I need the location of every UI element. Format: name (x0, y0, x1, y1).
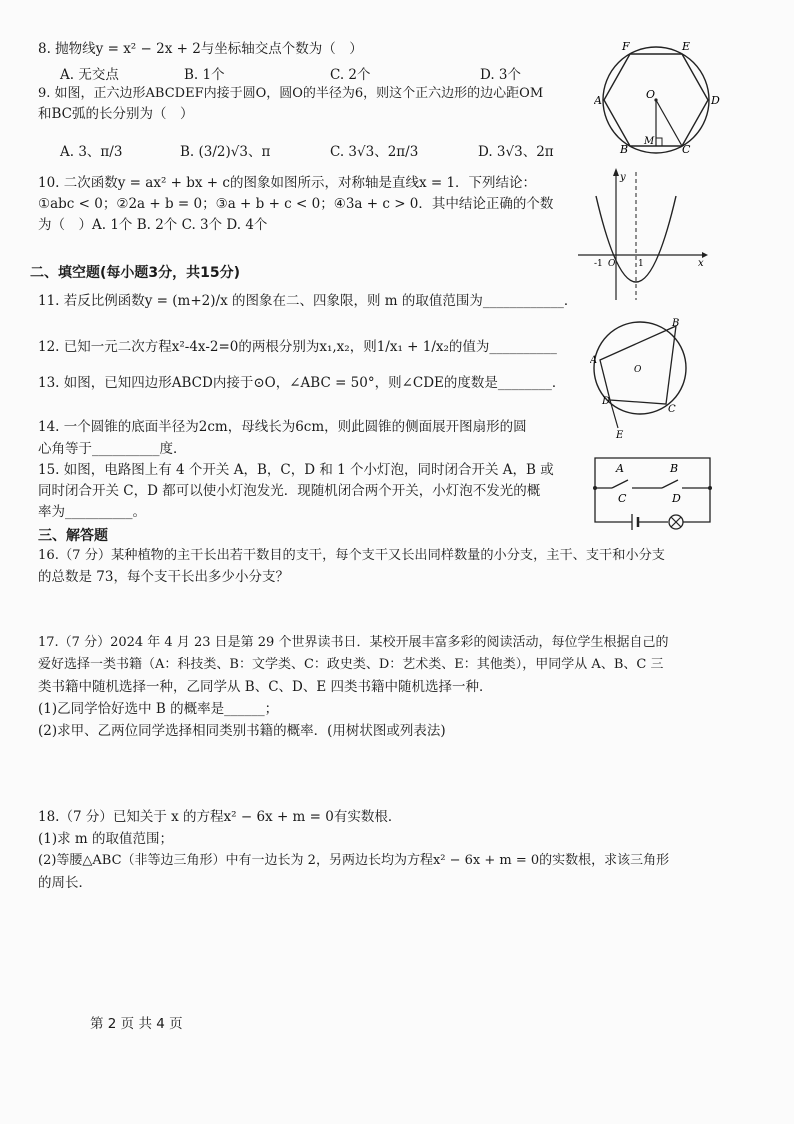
quad-label-c: C (668, 404, 676, 415)
hex-label-m: M (644, 136, 655, 147)
quad-label-a: A (590, 355, 598, 366)
q8-stem: 8. 抛物线y = x² − 2x + 2与坐标轴交点个数为（ ） (38, 41, 363, 57)
q8-option-c: C. 2个 (330, 67, 371, 83)
q13: 13. 如图，已知四边形ABCD内接于⊙O，∠ABC = 50°，则∠CDE的度数是________． (38, 375, 566, 391)
q18-line3: (2)等腰△ABC（非等边三角形）中有一边长为 2，另两边长均为方程x² − 6x + m = 0的实数根，求该三角形 (38, 853, 670, 868)
hexagon-figure (594, 40, 724, 155)
quad-label-d: D (602, 396, 611, 407)
q11: 11. 若反比例函数y = (m+2)/x 的图象在二、四象限，则 m 的取值范围为____________． (38, 293, 578, 309)
q10-line1: 10. 二次函数y = ax² + bx + c的图象如图所示，对称轴是直线x = 1．下列结论： (38, 175, 537, 191)
q12: 12. 已知一元二次方程x²-4x-2=0的两根分别为x₁,x₂，则1/x₁ + 1/x₂的值为__________ (38, 339, 557, 355)
q8-option-b: B. 1个 (184, 67, 225, 83)
q17-line3: 类书籍中随机选择一种，乙同学从 B、C、D、E 四类书籍中随机选择一种． (38, 679, 493, 695)
hex-label-o: O (646, 88, 656, 101)
q15-line2: 同时闭合开关 C，D 都可以使小灯泡发光．现随机闭合两个开关，小灯泡不发光的概 (38, 483, 541, 499)
hex-label-a: A (594, 94, 602, 107)
parabola-label-o: O (608, 259, 616, 269)
q18-line4: 的周长． (38, 875, 92, 891)
hex-label-f: F (622, 40, 630, 53)
q17-line5: (2)求甲、乙两位同学选择相同类别书籍的概率．(用树状图或列表法) (38, 723, 446, 739)
quad-label-o: O (634, 365, 642, 375)
hex-label-c: C (682, 143, 691, 155)
cyclic-quad-figure (590, 316, 700, 441)
section3-heading: 三、解答题 (38, 528, 108, 544)
circuit-label-c: C (618, 492, 627, 505)
hex-label-b: B (620, 143, 629, 155)
q14-line1: 14. 一个圆锥的底面半径为2cm，母线长为6cm，则此圆锥的侧面展开图扇形的圆 (38, 419, 527, 435)
hex-label-d: D (711, 94, 720, 107)
q9-line1: 9. 如图，正六边形ABCDEF内接于圆O，圆O的半径为6，则这个正六边形的边心距OM (38, 86, 544, 101)
q16-line1: 16.（7 分）某种植物的主干长出若干数目的支干，每个支干又长出同样数量的小分支，主干、支干和小分支 (38, 548, 665, 563)
q16-line2: 的总数是 73，每个支干长出多少小分支？ (38, 569, 289, 585)
q14-line2: 心角等于__________度． (38, 441, 187, 457)
q18-line2: (1)求 m 的取值范围； (38, 831, 174, 847)
q8-option-d: D. 3个 (480, 67, 522, 83)
q15-line1: 15. 如图，电路图上有 4 个开关 A，B，C，D 和 1 个小灯泡，同时闭合开关 A，B 或 (38, 462, 554, 478)
circuit-label-b: B (670, 462, 679, 475)
q17-line4: (1)乙同学恰好选中 B 的概率是______； (38, 701, 279, 717)
q8-option-a: A. 无交点 (60, 67, 119, 83)
circuit-label-a: A (616, 462, 624, 475)
quad-label-b: B (672, 318, 680, 329)
q9-option-a: A. 3、π/3 (60, 144, 123, 160)
q17-line1: 17.（7 分）2024 年 4 月 23 日是第 29 个世界读书日．某校开展丰富多彩的阅读活动，每位学生根据自己的 (38, 635, 669, 650)
parabola-label-1: 1 (638, 259, 644, 269)
page-footer: 第 2 页 共 4 页 (90, 1016, 183, 1032)
parabola-label-x: x (698, 258, 704, 269)
q9-option-d: D. 3√3、2π (478, 144, 554, 160)
circuit-label-d: D (672, 492, 681, 505)
q18-line1: 18.（7 分）已知关于 x 的方程x² − 6x + m = 0有实数根． (38, 809, 402, 825)
parabola-label-neg1: -1 (594, 259, 603, 269)
q9-line2: 和BC弧的长分别为（ ） (38, 106, 194, 122)
parabola-figure (578, 168, 708, 303)
hex-label-e: E (682, 40, 691, 53)
q10-line2: ①abc < 0；②2a + b = 0；③a + b + c < 0；④3a + c > 0．其中结论正确的个数 (38, 196, 554, 212)
q15-line3: 率为__________。 (38, 504, 146, 520)
quad-label-e: E (616, 430, 624, 441)
section2-heading: 二、填空题(每小题3分，共15分) (30, 265, 241, 281)
q17-line2: 爱好选择一类书籍（A：科技类、B：文学类、C：政史类、D：艺术类、E：其他类），甲同学从 A、B、C 三 (38, 657, 664, 672)
circuit-figure (590, 450, 715, 530)
q9-option-b: B. (3/2)√3、π (180, 144, 271, 160)
parabola-label-y: y (620, 172, 626, 183)
q9-option-c: C. 3√3、2π/3 (330, 144, 419, 160)
q10-line3: 为（ ）A. 1个 B. 2个 C. 3个 D. 4个 (38, 217, 268, 233)
